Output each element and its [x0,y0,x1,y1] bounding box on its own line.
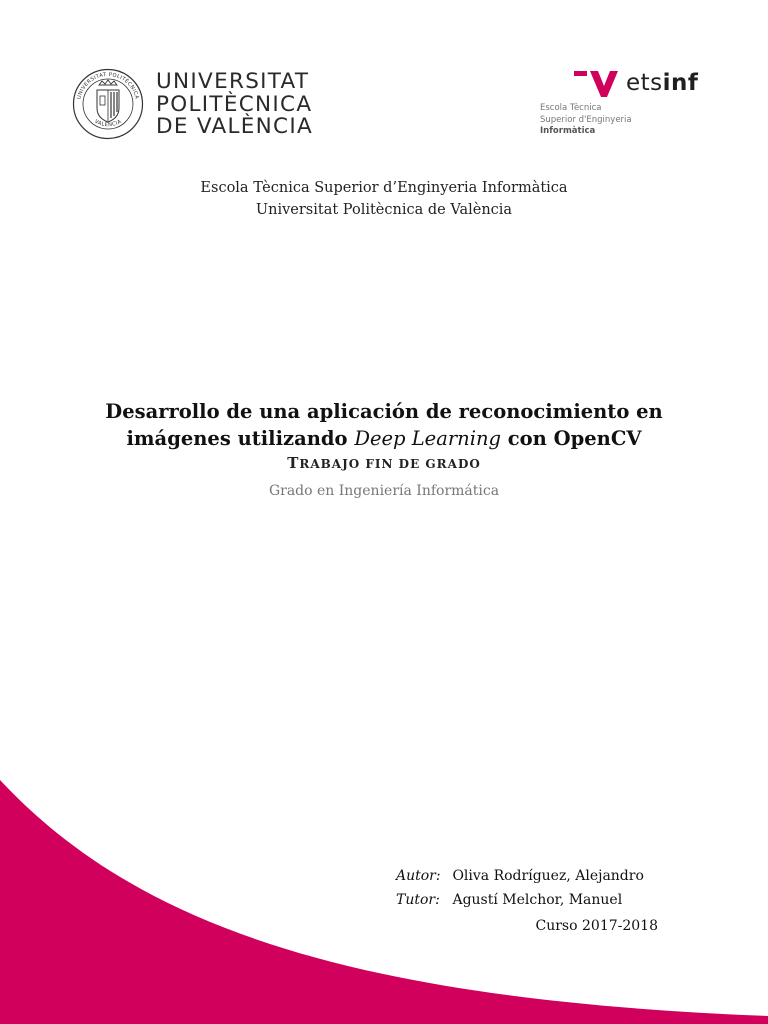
upv-wordmark-line-1: UNIVERSITAT [156,69,310,94]
document-type-rest: RABAJO FIN DE GRADO [299,457,481,471]
title-emphasis: Deep Learning [354,427,501,450]
school-name: Escola Tècnica Superior d’Enginyeria Informàtica [200,180,568,196]
degree-name: Grado en Ingeniería Informática [268,483,500,499]
author-name: Oliva Rodríguez, Alejandro [452,868,644,884]
upv-wordmark [156,71,313,139]
upv-wordmark-line-3: DE VALÈNCIA [156,114,314,139]
etsinf-subtitle [540,103,632,138]
university-name: Universitat Politècnica de València [255,202,513,218]
upv-logo [72,68,312,140]
tutor-row [396,888,644,912]
upv-seal-icon [72,68,144,140]
decorative-wave [0,780,768,1024]
etsinf-subtitle-line-1: Escola Tècnica [540,103,602,113]
etsinf-word-bold: inf [662,70,699,96]
title-line-2-start: imágenes utilizando [126,427,355,450]
tutor-label: Tutor: [396,892,440,908]
document-type [0,454,768,472]
etsinf-logo [540,68,710,143]
tutor-name: Agustí Melchor, Manuel [452,892,623,908]
title-line-2-end: con OpenCV [500,427,642,450]
etsinf-subtitle-line-2: Superior d'Enginyeria [540,114,632,125]
upv-wordmark-line-2: POLITÈCNICA [156,91,313,117]
course-year: Curso 2017-2018 [535,918,658,934]
svg-text:UNIVERSITAT POLITÈCNICA: UNIVERSITAT POLITÈCNICA [76,71,140,100]
institution-block [0,177,768,221]
document-type-initial: T [287,454,300,472]
svg-text:VALÈNCIA: VALÈNCIA [93,118,123,129]
author-row [396,864,644,888]
etsinf-mark-icon [574,70,620,98]
document-title [0,398,768,452]
credits-block [396,864,644,912]
etsinf-word-light: ets [626,70,663,96]
title-line-1: Desarrollo de una aplicación de reconocimiento en [105,400,663,423]
author-label: Autor: [396,868,441,884]
etsinf-wordmark [626,70,698,96]
etsinf-subtitle-line-3: Informàtica [540,126,596,136]
title-line-2 [0,425,768,452]
